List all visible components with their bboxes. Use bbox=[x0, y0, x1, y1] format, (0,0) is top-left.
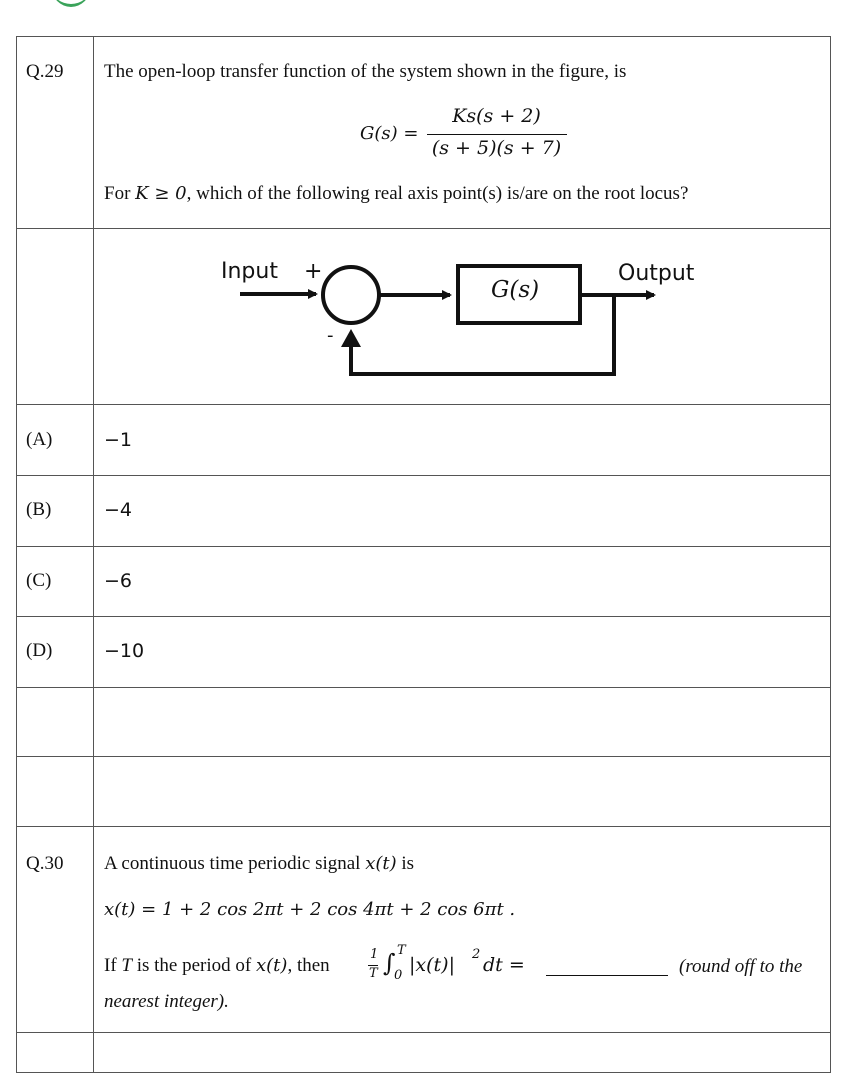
answer-blank bbox=[546, 974, 668, 976]
q29-stem: The open-loop transfer function of the system shown in the figure, is bbox=[104, 61, 627, 82]
round-off-note: (round off to the bbox=[679, 956, 803, 977]
logo-fragment bbox=[52, 0, 90, 7]
q30-line1: A continuous time periodic signal x(t) is bbox=[104, 853, 415, 874]
frac-denominator: T bbox=[369, 966, 378, 981]
exponent: 2 bbox=[472, 947, 481, 962]
option-row bbox=[17, 547, 831, 617]
differential: dt = bbox=[483, 954, 525, 976]
frac-numerator: 1 bbox=[370, 947, 379, 962]
tf-lhs: G(s) = bbox=[360, 123, 419, 144]
empty-row bbox=[17, 688, 831, 757]
q29-number: Q.29 bbox=[26, 61, 64, 82]
option-value: −10 bbox=[104, 640, 145, 662]
option-row bbox=[17, 617, 831, 688]
q29-stem-row bbox=[17, 37, 831, 229]
block-diagram bbox=[94, 229, 831, 404]
option-label: (D) bbox=[26, 640, 53, 661]
block-label: G(s) bbox=[491, 277, 540, 303]
feedback-arrowhead bbox=[341, 329, 361, 347]
q29-prompt: For K ≥ 0, which of the following real axis point(s) is/are on the root locus? bbox=[104, 183, 689, 204]
plus-sign: + bbox=[304, 259, 323, 284]
integral-sign: ∫ bbox=[383, 949, 396, 977]
option-label: (C) bbox=[26, 570, 52, 591]
integral-lower-limit: 0 bbox=[394, 968, 403, 983]
tf-fraction-bar bbox=[427, 134, 567, 135]
q30-stem-row bbox=[17, 827, 831, 1033]
option-row bbox=[17, 405, 831, 476]
option-value: −1 bbox=[104, 429, 133, 451]
empty-row bbox=[17, 757, 831, 827]
q29-figure-row bbox=[17, 229, 831, 405]
tf-numerator: Ks(s + 2) bbox=[452, 105, 541, 127]
output-label: Output bbox=[618, 261, 695, 286]
round-off-note-cont: nearest integer). bbox=[104, 991, 229, 1012]
minus-sign: - bbox=[327, 325, 334, 346]
input-label: Input bbox=[221, 259, 278, 284]
option-value: −4 bbox=[104, 499, 133, 521]
option-row bbox=[17, 476, 831, 547]
q30-line3: If T is the period of x(t), then bbox=[104, 955, 330, 976]
tf-denominator: (s + 5)(s + 7) bbox=[431, 137, 562, 159]
next-row bbox=[17, 1033, 831, 1073]
option-label: (A) bbox=[26, 429, 53, 450]
integral-upper-limit: T bbox=[397, 943, 406, 958]
option-label: (B) bbox=[26, 499, 52, 520]
summing-junction bbox=[323, 267, 379, 323]
question-table bbox=[16, 36, 831, 1073]
integrand: |x(t)| bbox=[409, 954, 455, 976]
feedback-path bbox=[351, 295, 614, 374]
option-value: −6 bbox=[104, 570, 133, 592]
signal-equation: x(t) = 1 + 2 cos 2πt + 2 cos 4πt + 2 cos 6πt . bbox=[104, 899, 516, 920]
q30-number: Q.30 bbox=[26, 853, 64, 874]
